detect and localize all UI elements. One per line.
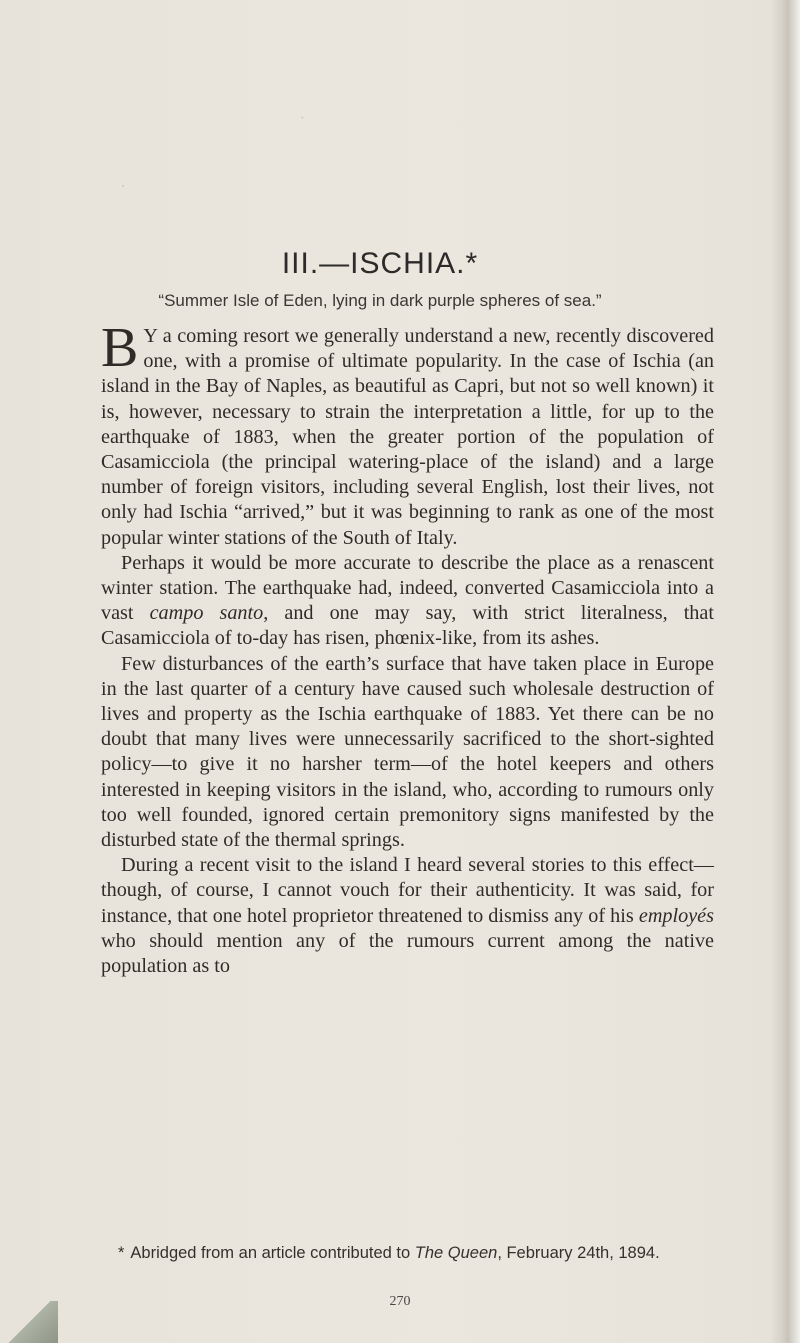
bleed-through-text: · [300, 108, 305, 127]
paragraph-1 [101, 317, 714, 551]
paragraph-2-part-a: Perhaps it would be more accurate to describe the place as a renascent winter station. The earthquake had, indeed, converted Casamicciola into a vast [101, 551, 714, 625]
paragraph-2-italic: campo santo [149, 602, 264, 625]
main-text [101, 317, 714, 979]
paragraph-4-italic: employés [638, 904, 714, 927]
footnote-marker: * [118, 1244, 125, 1262]
paragraph-1-text: Y a coming resort we generally understand a new, recently discovered one, with a promise of ultimate popularity. In the case of Ischia (an island in the Bay of Naples, as beautiful as Capri, but not so well known) it is, however, necessary to strain the interpretation a little, for up to the earthquake of 1883, when the greater portion of the population of Casamicciola (the principal watering-place of the island) and a large number of foreign visitors, including several English, lost their lives, not only had Ischia “arrived,” but it was beginning to rank as one of the most popular winter stations of the South of Italy. [101, 325, 714, 549]
footnote [102, 1242, 714, 1265]
epigraph: “Summer Isle of Eden, lying in dark purple spheres of sea.” [158, 291, 602, 310]
bleed-through-text-2: · [120, 176, 129, 196]
page-edge-shadow [770, 0, 800, 1343]
paragraph-4 [101, 853, 714, 979]
drop-cap: B [101, 317, 139, 379]
paragraph-4-part-b: who should mention any of the rumours current among the native population as to [101, 929, 714, 978]
paragraph-4-part-a: During a recent visit to the island I heard several stories to this effect—though, of course, I cannot vouch for their authenticity. It was said, for instance, that one hotel proprietor threatened to dismiss any of his [101, 854, 714, 927]
chapter-title: III.—ISCHIA.* [281, 247, 479, 280]
footnote-text-a: Abridged from an article contributed to [130, 1244, 415, 1262]
footnote-text-b: , February 24th, 1894. [497, 1244, 660, 1262]
paragraph-3: Few disturbances of the earth’s surface that have taken place in Europe in the last quarter of a century have caused such wholesale destruction of lives and property as the Ischia earthquake of 1883. Yet there can be no doubt that many lives were unnecessarily sacrificed to the short-sighted policy—to give it no harsher term—of the hotel keepers and others interested in keeping visitors in the island, who, according to rumours only too well founded, ignored certain premonitory signs manifested by the disturbed state of the thermal springs. [101, 652, 714, 852]
footnote-italic: The Queen [414, 1244, 498, 1262]
page-number: 270 [389, 1294, 411, 1309]
paragraph-2-part-b: , and one may say, with strict literalness, that Casamicciola of to-day has risen, phœnix-like, from its ashes. [101, 602, 714, 650]
paragraph-2 [101, 551, 714, 652]
